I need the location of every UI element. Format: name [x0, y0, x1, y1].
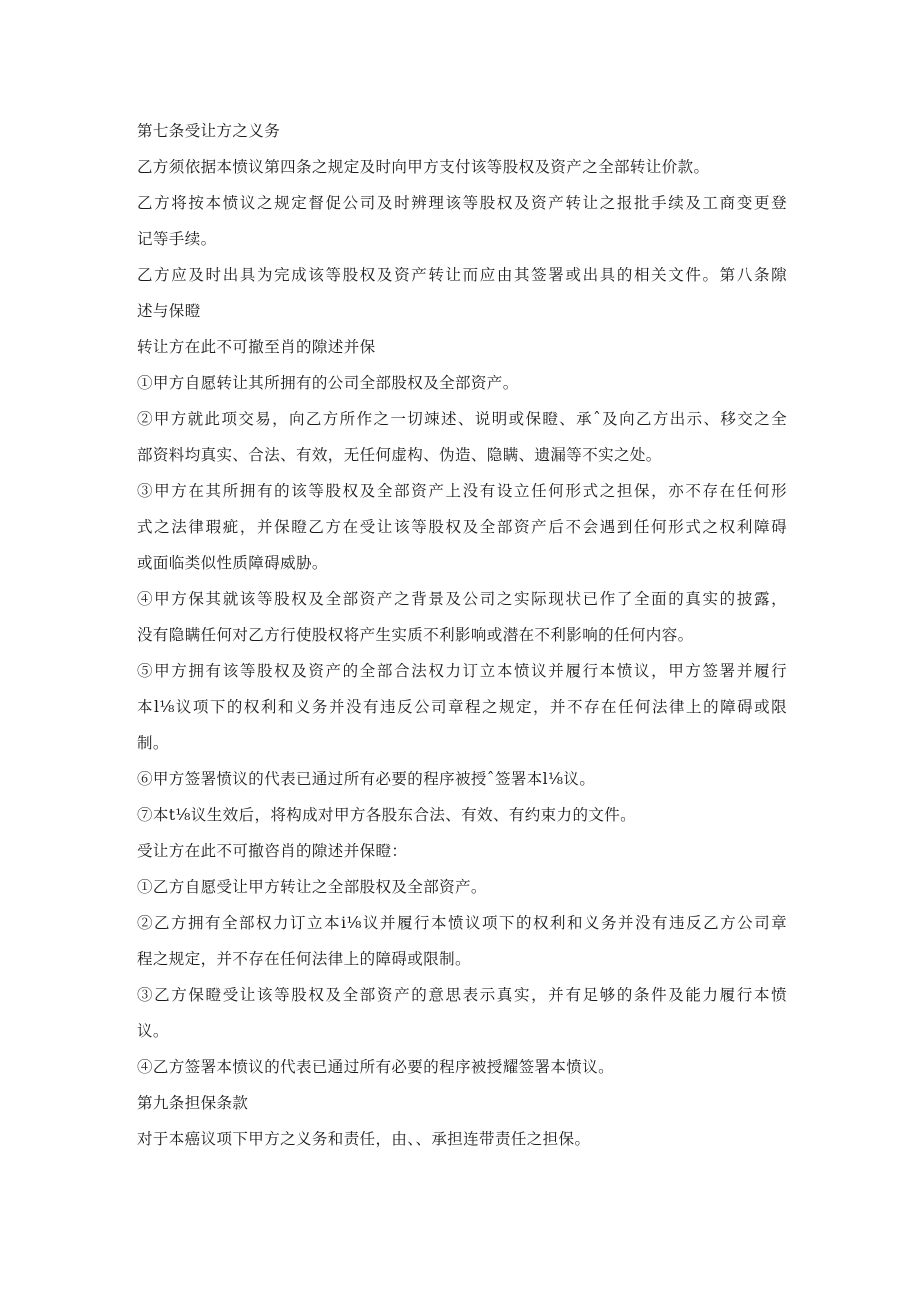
text-line: ⑥甲方签署愤议的代表已通过所有必要的程序被授ˆ签署本l⅛议。 — [137, 770, 596, 788]
text-line: ②乙方拥有全部权力订立本i⅛议并履行本愤议项下的权利和义务并没有违反乙方公司章 — [137, 914, 787, 932]
text-line: ⑦本t⅛议生效后，将构成对甲方各股东合法、有效、有约束力的文件。 — [137, 806, 637, 824]
text-line: ③甲方在其所拥有的该等股权及全部资产上没有设立任何形式之担保，亦不存在任何形 — [137, 482, 787, 500]
document-body — [137, 113, 787, 1157]
text-line: 本l⅛议项下的权利和义务并没有违反公司章程之规定，并不存在任何法律上的障碍或限 — [137, 698, 787, 716]
text-line: 没有隐瞒任何对乙方行使股权将产生实质不利影响或潜在不利影响的任何内容。 — [137, 626, 694, 644]
text-line: 转让方在此不可撤至肖的隙述并保 — [137, 338, 376, 356]
text-line: ③乙方保瞪受让该等股权及全部资产的意思表示真实，并有足够的条件及能力履行本愤 — [137, 986, 787, 1004]
text-line: 议。 — [137, 1022, 169, 1040]
text-line: 第九条担保条款 — [137, 1094, 249, 1112]
text-line: 记等手续。 — [137, 230, 217, 248]
text-line: 式之法律瑕疵，并保瞪乙方在受让该等股权及全部资产后不会遇到任何形式之权利障碍 — [137, 518, 787, 536]
text-line: 部资料均真实、合法、有效，无任何虚构、伪造、隐瞒、遗漏等不实之处。 — [137, 446, 662, 464]
text-line: 乙方将按本愤议之规定督促公司及时辨理该等股权及资产转让之报批手续及工商变更登 — [137, 194, 787, 212]
text-line: ④乙方签署本愤议的代表已通过所有必要的程序被授耀签署本愤议。 — [137, 1058, 615, 1076]
text-line: 对于本癌议项下甲方之义务和责任，由、、承担连带责任之担保。 — [137, 1130, 591, 1148]
text-line: ①甲方自愿转让其所拥有的公司全部股权及全部资产。 — [137, 374, 519, 392]
text-line: 或面临类似性质障碍威胁。 — [137, 554, 328, 572]
text-line: 乙方应及时出具为完成该等股权及资产转让而应由其签署或出具的相关文件。第八条隙 — [137, 266, 787, 284]
text-line: 乙方须依据本愤议第四条之规定及时向甲方支付该等股权及资产之全部转让价款。 — [137, 158, 710, 176]
text-line: ⑤甲方拥有该等股权及资产的全部合法权力订立本愤议并履行本愤议，甲方签署并履行 — [137, 662, 787, 680]
text-line: ①乙方自愿受让甲方转让之全部股权及全部资产。 — [137, 878, 487, 896]
text-line: 受让方在此不可撤咨肖的隙述并保瞪： — [137, 842, 408, 860]
text-line: 程之规定，并不存在任何法律上的障碍或限制。 — [137, 950, 471, 968]
text-line: 述与保瞪 — [137, 302, 201, 320]
text-line: 第七条受让方之义务 — [137, 122, 281, 140]
text-line: ④甲方保其就该等股权及全部资产之背景及公司之实际现状已作了全面的真实的披露， — [137, 590, 787, 608]
text-line: 制。 — [137, 734, 169, 752]
text-line: ②甲方就此项交易，向乙方所作之一切竦述、说明或保瞪、承ˆ及向乙方出示、移交之全 — [137, 410, 787, 428]
